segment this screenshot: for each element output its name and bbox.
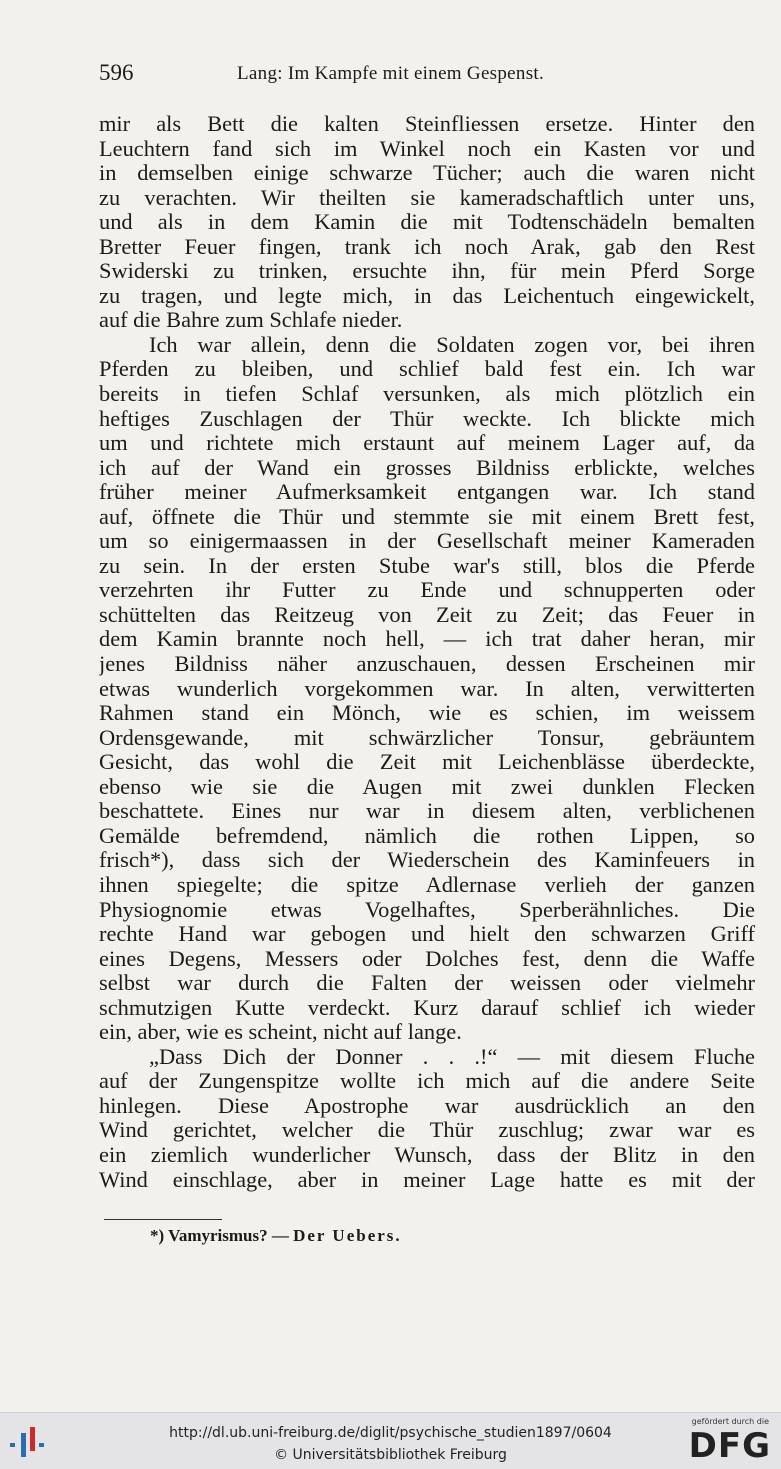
- text-line: schüttelten das Reitzeug von Zeit zu Zeit; das Feuer in: [99, 602, 755, 627]
- body-text: [99, 112, 755, 1192]
- text-line: in demselben einige schwarze Tücher; auch die waren nicht: [99, 161, 755, 186]
- text-line: ich auf der Wand ein grosses Bildniss erblickte, welches: [99, 455, 755, 480]
- viewer-footer: [0, 1412, 781, 1469]
- text-line: jenes Bildniss näher anzuschauen, dessen Erscheinen mir: [99, 652, 755, 677]
- text-line: Wind einschlage, aber in meiner Lage hatte es mit der: [99, 1167, 755, 1192]
- text-line: Ordensgewande, mit schwärzlicher Tonsur, gebräuntem: [99, 725, 755, 750]
- text-line: Ich war allein, denn die Soldaten zogen vor, bei ihren: [149, 332, 755, 357]
- text-line: Rahmen stand ein Mönch, wie es schien, im weissem: [99, 701, 755, 726]
- text-line: ein, aber, wie es scheint, nicht auf lange.: [99, 1020, 462, 1045]
- text-line: auf der Zungenspitze wollte ich mich auf die andere Seite: [99, 1069, 755, 1094]
- text-line: zu sein. In der ersten Stube war's still, blos die Pferde: [99, 553, 755, 578]
- text-line: ebenso wie sie die Augen mit zwei dunklen Flecken: [99, 774, 755, 799]
- text-line: Pferden zu bleiben, und schlief bald fest ein. Ich war: [99, 357, 755, 382]
- text-line: Leuchtern fand sich im Winkel noch ein Kasten vor und: [99, 136, 755, 161]
- footnote-divider: [104, 1219, 222, 1220]
- text-line: heftiges Zuschlagen der Thür weckte. Ich blickte mich: [99, 406, 755, 431]
- text-line: zu tragen, und legte mich, in das Leichentuch eingewickelt,: [99, 283, 755, 308]
- text-line: Bretter Feuer fingen, trank ich noch Arak, gab den Rest: [99, 234, 755, 259]
- text-line: auf, öffnete die Thür und stemmte sie mit einem Brett fest,: [99, 504, 755, 529]
- text-line: früher meiner Aufmerksamkeit entgangen war. Ich stand: [99, 480, 755, 505]
- page-number: 596: [99, 60, 134, 85]
- text-line: „Dass Dich der Donner . . .!“ — mit diesem Fluche: [149, 1044, 755, 1069]
- text-line: ihnen spiegelte; die spitze Adlernase verlieh der ganzen: [99, 872, 755, 897]
- dfg-logo: DFG: [688, 1426, 771, 1466]
- permalink-link[interactable]: http://dl.ub.uni-freiburg.de/diglit/psychische_studien1897/0604: [169, 1425, 612, 1441]
- text-line: mir als Bett die kalten Steinfliessen ersetze. Hinter den: [99, 112, 755, 136]
- text-line: schmutzigen Kutte verdeckt. Kurz darauf schlief ich wieder: [99, 995, 755, 1020]
- text-line: verzehrten ihr Futter zu Ende und schnupperten oder: [99, 578, 755, 603]
- text-line: rechte Hand war gebogen und hielt den schwarzen Griff: [99, 922, 755, 947]
- text-line: selbst war durch die Falten der weissen oder vielmehr: [99, 971, 755, 996]
- text-line: Gesicht, das wohl die Zeit mit Leichenblässe überdeckte,: [99, 750, 755, 775]
- text-line: dem Kamin brannte noch hell, — ich trat daher heran, mir: [99, 627, 755, 652]
- text-line: und als in dem Kamin die mit Todtenschädeln bemalten: [99, 210, 755, 235]
- text-line: frisch*), dass sich der Wiederschein des Kaminfeuers in: [99, 848, 755, 873]
- text-line: Wind gerichtet, welcher die Thür zuschlug; zwar war es: [99, 1118, 755, 1143]
- text-line: Swiderski zu trinken, ersuchte ihn, für mein Pferd Sorge: [99, 259, 755, 284]
- footnote-attribution: Der Uebers.: [293, 1226, 402, 1245]
- running-title: Lang: Im Kampfe mit einem Gespenst.: [237, 63, 545, 84]
- text-line: beschattete. Eines nur war in diesem alten, verblichenen: [99, 799, 755, 824]
- page-header: [99, 60, 759, 92]
- text-line: eines Degens, Messers oder Dolches fest, denn die Waffe: [99, 946, 755, 971]
- copyright-text: © Universitätsbibliothek Freiburg: [274, 1447, 507, 1463]
- text-line: Physiognomie etwas Vogelhaftes, Sperberähnliches. Die: [99, 897, 755, 922]
- footnote-text: *) Vamyrismus? —: [150, 1226, 289, 1245]
- footnote: [150, 1226, 402, 1246]
- text-line: um so einigermaassen in der Gesellschaft meiner Kameraden: [99, 529, 755, 554]
- text-line: auf die Bahre zum Schlafe nieder.: [99, 308, 403, 333]
- text-line: bereits in tiefen Schlaf versunken, als mich plötzlich ein: [99, 382, 755, 407]
- text-line: um und richtete mich erstaunt auf meinem Lager auf, da: [99, 431, 755, 456]
- text-line: etwas wunderlich vorgekommen war. In alten, verwitterten: [99, 676, 755, 701]
- text-line: hinlegen. Diese Apostrophe war ausdrücklich an den: [99, 1093, 755, 1118]
- text-line: ein ziemlich wunderlicher Wunsch, dass der Blitz in den: [99, 1142, 755, 1167]
- sponsor-note: gefördert durch die: [691, 1417, 769, 1426]
- text-line: Gemälde befremdend, nämlich die rothen Lippen, so: [99, 823, 755, 848]
- text-line: zu verachten. Wir theilten sie kameradschaftlich unter uns,: [99, 185, 755, 210]
